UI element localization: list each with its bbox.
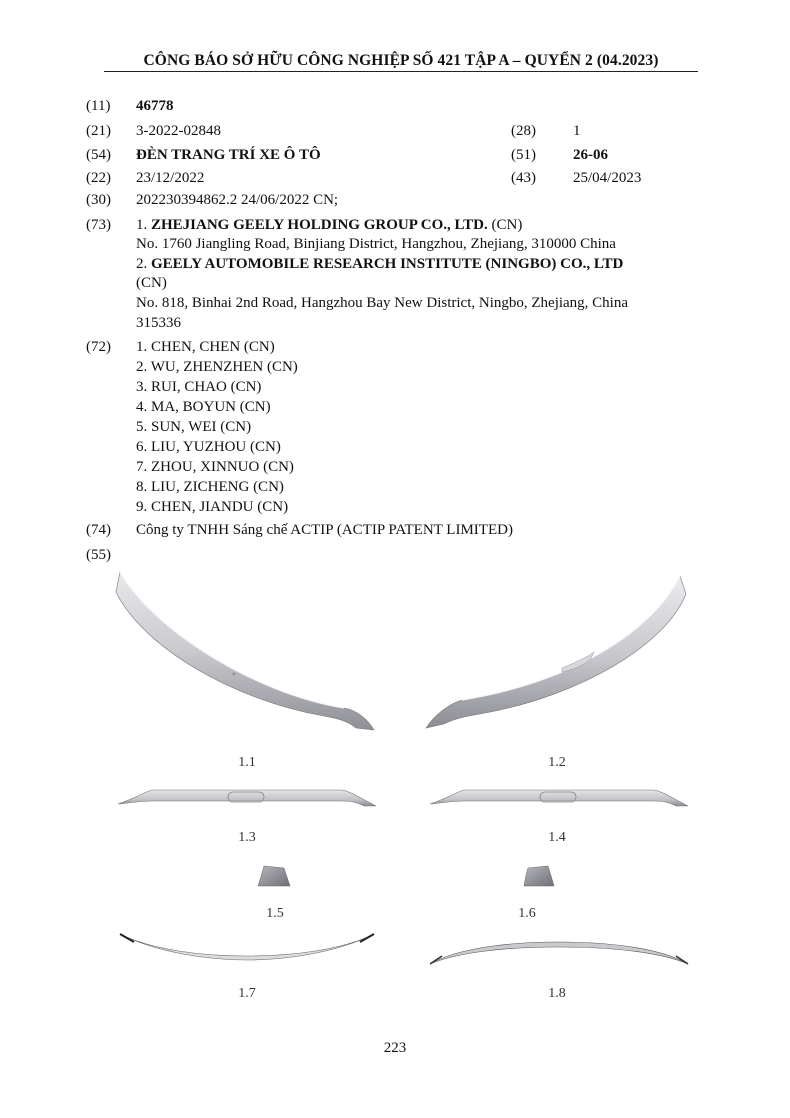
publication-date: 25/04/2023: [573, 170, 642, 186]
figure-caption: 1.5: [266, 906, 284, 921]
figure-caption: 1.1: [238, 755, 256, 770]
field-code-21: (21): [86, 123, 111, 139]
inventor-item: 6. LIU, YUZHOU (CN): [136, 439, 281, 455]
locarno-class: 26-06: [573, 147, 608, 163]
owner-2-address-line-2: 315336: [136, 315, 181, 331]
figure-caption: 1.7: [238, 986, 256, 1001]
patent-agent: Công ty TNHH Sáng chế ACTIP (ACTIP PATENT LIMITED): [136, 522, 513, 538]
inventor-item: 1. CHEN, CHEN (CN): [136, 339, 275, 355]
field-code-74: (74): [86, 522, 111, 538]
field-code-51: (51): [511, 147, 536, 163]
figure-1-5-image: [256, 864, 292, 888]
field-code-54: (54): [86, 147, 111, 163]
figure-caption: 1.2: [548, 755, 566, 770]
design-count: 1: [573, 123, 581, 139]
figure-1-1-image: [112, 568, 380, 738]
owner-2-address-line-1: No. 818, Binhai 2nd Road, Hangzhou Bay New District, Ningbo, Zhejiang, China: [136, 295, 629, 311]
field-code-11: (11): [86, 98, 111, 114]
figure-caption: 1.4: [548, 830, 566, 845]
figure-caption: 1.8: [548, 986, 566, 1001]
field-code-43: (43): [511, 170, 536, 186]
page-number: 223: [383, 1040, 407, 1056]
inventor-item: 5. SUN, WEI (CN): [136, 419, 252, 435]
field-code-22: (22): [86, 170, 111, 186]
field-code-55: (55): [86, 547, 111, 563]
inventor-item: 9. CHEN, JIANDU (CN): [136, 499, 289, 515]
owner-1-address: No. 1760 Jiangling Road, Binjiang District, Hangzhou, Zhejiang, 310000 China: [136, 236, 616, 252]
registration-number: 46778: [136, 98, 174, 114]
inventor-item: 4. MA, BOYUN (CN): [136, 399, 271, 415]
field-code-30: (30): [86, 192, 111, 208]
field-code-73: (73): [86, 217, 111, 233]
header-rule: [104, 71, 698, 72]
figure-1-3-image: [116, 784, 378, 816]
owner-2-country: (CN): [136, 275, 167, 291]
page-header: CÔNG BÁO SỞ HỮU CÔNG NGHIỆP SỐ 421 TẬP A – QUYỂN 2 (04.2023): [143, 52, 659, 69]
figure-1-8-image: [428, 934, 690, 968]
field-code-72: (72): [86, 339, 111, 355]
inventor-item: 3. RUI, CHAO (CN): [136, 379, 262, 395]
application-number: 3-2022-02848: [136, 123, 221, 139]
filing-date: 23/12/2022: [136, 170, 205, 186]
figure-caption: 1.3: [238, 830, 256, 845]
priority-data: 202230394862.2 24/06/2022 CN;: [136, 192, 339, 208]
inventor-item: 8. LIU, ZICHENG (CN): [136, 479, 284, 495]
figure-caption: 1.6: [518, 906, 536, 921]
design-title: ĐÈN TRANG TRÍ XE Ô TÔ: [136, 147, 321, 163]
figure-1-6-image: [522, 864, 558, 888]
inventor-item: 7. ZHOU, XINNUO (CN): [136, 459, 294, 475]
field-code-28: (28): [511, 123, 536, 139]
owner-2: 2. GEELY AUTOMOBILE RESEARCH INSTITUTE (NINGBO) CO., LTD: [136, 256, 624, 272]
figure-1-4-image: [428, 784, 690, 816]
figure-1-7-image: [116, 928, 378, 964]
figure-1-2-image: [422, 572, 690, 732]
inventor-item: 2. WU, ZHENZHEN (CN): [136, 359, 298, 375]
owner-1: 1. ZHEJIANG GEELY HOLDING GROUP CO., LTD. (CN): [136, 217, 523, 233]
